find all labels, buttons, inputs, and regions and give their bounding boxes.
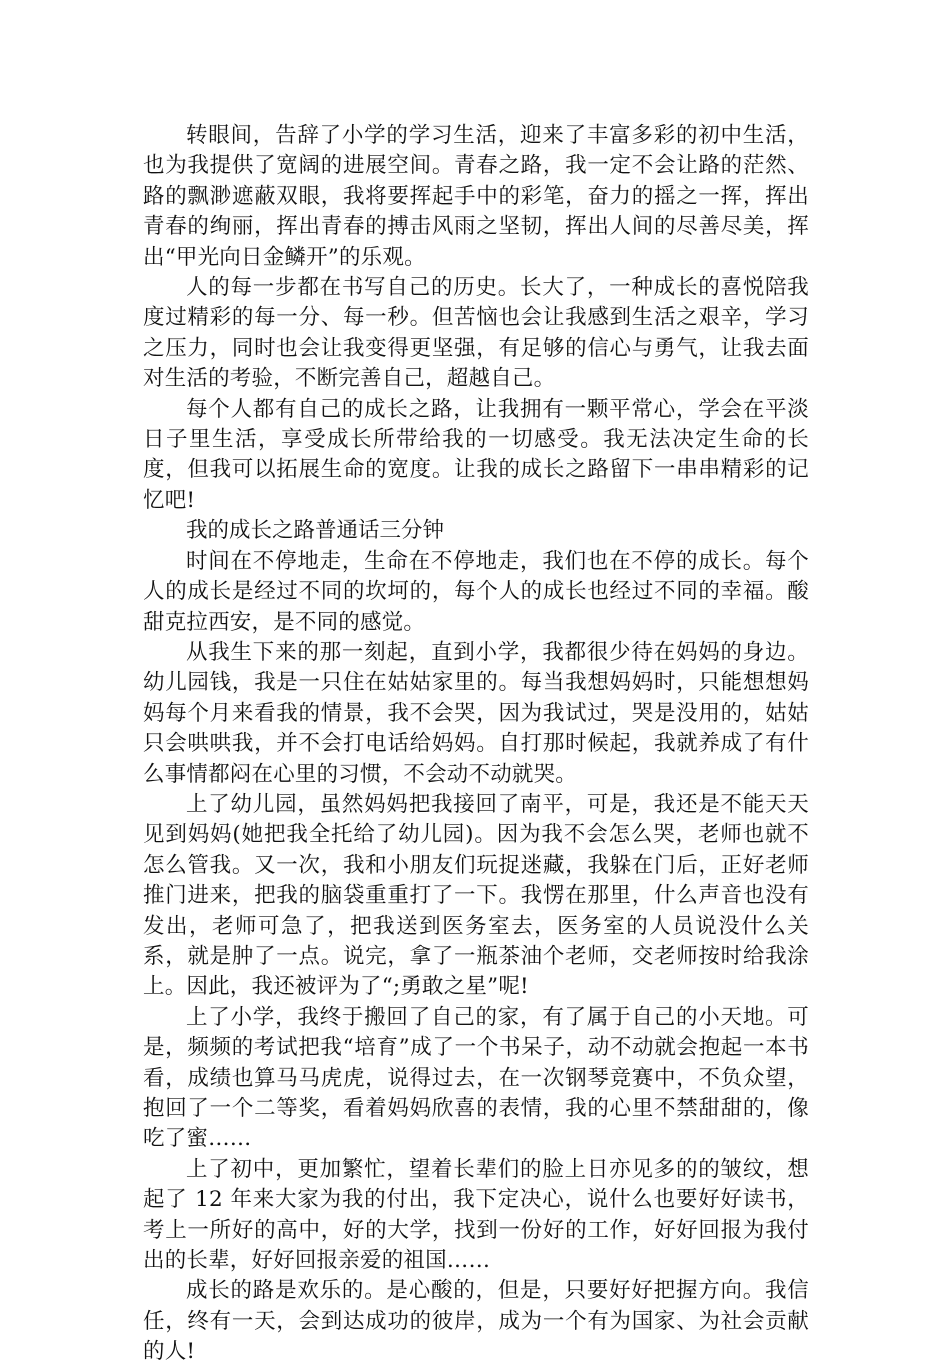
paragraph-4: 时间在不停地走，生命在不停地走，我们也在不停的成长。每个人的成长是经过不同的坎坷的，每个人的成长也经过不同的幸福。酸甜克拉西安，是不同的感觉。 (143, 548, 809, 635)
paragraph-5: 从我生下来的那一刻起，直到小学，我都很少待在妈妈的身边。幼儿园钱，我是一只住在姑姑家里的。每当我想妈妈时，只能想想妈妈每个月来看我的情景，我不会哭，因为我试过，哭是没用的，姑姑只会哄哄我，并不会打电话给妈妈。自打那时候起，我就养成了有什么事情都闷在心里的习惯，不会动不动就哭。 (143, 639, 809, 787)
paragraph-2: 人的每一步都在书写自己的历史。长大了，一种成长的喜悦陪我度过精彩的每一分、每一秒。但苦恼也会让我感到生活之艰辛，学习之压力，同时也会让我变得更坚强，有足够的信心与勇气，让我去面对生活的考验，不断完善自己，超越自己。 (143, 275, 809, 392)
section-title: 我的成长之路普通话三分钟 (186, 518, 445, 544)
paragraph-9: 成长的路是欢乐的。是心酸的，但是，只要好好把握方向。我信任，终有一天，会到达成功的彼岸，成为一个有为国家、为社会贡献的人! (143, 1278, 809, 1365)
essay-body (143, 121, 809, 1368)
paragraph-8: 上了初中，更加繁忙，望着长辈们的脸上日亦见多的的皱纹，想起了 12 年来大家为我的付出，我下定决心，说什么也要好好读书，考上一所好的高中，好的大学，找到一份好的工作，好好回报为我付出的长辈，好好回报亲爱的祖国…… (143, 1156, 809, 1274)
paragraph-6: 上了幼儿园，虽然妈妈把我接回了南平，可是，我还是不能天天见到妈妈(她把我全托给了幼儿园)。因为我不会怎么哭，老师也就不怎么管我。又一次，我和小朋友们玩捉迷藏，我躲在门后，正好老师推门进来，把我的脑袋重重打了一下。我愣在那里，什么声音也没有发出，老师可急了，把我送到医务室去，医务室的人员说没什么关系，就是肿了一点。说完，拿了一瓶茶油个老师，交老师按时给我涂上。因此，我还被评为了“;勇敢之星”呢! (143, 791, 809, 1000)
paragraph-1: 转眼间，告辞了小学的学习生活，迎来了丰富多彩的初中生活，也为我提供了宽阔的进展空间。青春之路，我一定不会让路的茫然、路的飘渺遮蔽双眼，我将要挥起手中的彩笔，奋力的摇之一挥，挥出青春的绚丽，挥出青春的搏击风雨之坚韧，挥出人间的尽善尽美，挥出“甲光向日金鳞开”的乐观。 (143, 123, 809, 270)
paragraph-7: 上了小学，我终于搬回了自己的家，有了属于自己的小天地。可是，频频的考试把我“培育”成了一个书呆子，动不动就会抱起一本书看，成绩也算马马虎虎，说得过去，在一次钢琴竞赛中，不负众望，抱回了一个二等奖，看着妈妈欣喜的表情，我的心里不禁甜甜的，像吃了蜜…… (143, 1004, 809, 1152)
paragraph-3: 每个人都有自己的成长之路，让我拥有一颗平常心，学会在平淡日子里生活，享受成长所带给我的一切感受。我无法决定生命的长度，但我可以拓展生命的宽度。让我的成长之路留下一串串精彩的记忆吧! (143, 396, 809, 513)
